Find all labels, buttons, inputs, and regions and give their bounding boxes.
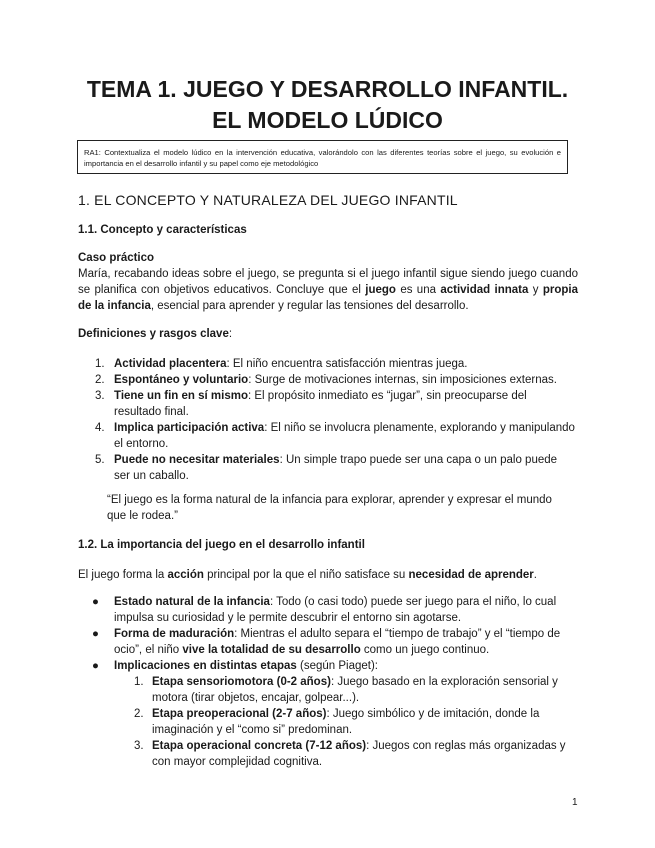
- definition-desc: : Un simple trapo puede ser una capa o un palo puede ser un caballo.: [114, 454, 558, 482]
- case-bold-actividad-innata: actividad innata: [440, 284, 529, 296]
- stage-item: [114, 706, 578, 738]
- case-text-2: es una: [395, 284, 441, 296]
- definition-number: 4.: [95, 422, 105, 434]
- definition-item: [95, 452, 575, 484]
- definition-item: [95, 420, 575, 452]
- definitions-colon: :: [228, 328, 233, 340]
- importance-paragraph: [78, 567, 578, 583]
- stage-term: Etapa preoperacional (2-7 años): [152, 708, 327, 720]
- definition-desc: : Surge de motivaciones internas, sin imposiciones externas.: [248, 374, 557, 386]
- stage-term: Etapa operacional concreta (7-12 años): [152, 740, 367, 752]
- section-1-heading: 1. EL CONCEPTO Y NATURALEZA DEL JUEGO INFANTIL: [78, 192, 458, 208]
- bullet-desc: : Mientras el adulto separa el “tiempo de trabajo” y el “tiempo de ocio”, el niño: [114, 628, 561, 656]
- definition-number: 1.: [95, 358, 105, 370]
- title-line-1: TEMA 1. JUEGO Y DESARROLLO INFANTIL.: [86, 76, 569, 102]
- importance-text-3: .: [533, 569, 537, 581]
- definition-item: [95, 356, 575, 372]
- definition-number: 5.: [95, 454, 105, 466]
- importance-text-2: principal por la que el niño satisface su: [203, 569, 409, 581]
- definition-number: 2.: [95, 374, 105, 386]
- bullet-desc: (según Piaget):: [296, 660, 378, 672]
- case-text-3: y: [528, 284, 543, 296]
- stage-item: [114, 738, 578, 770]
- definition-item: [95, 372, 575, 388]
- bullet-term: Forma de maduración: [114, 628, 235, 640]
- importance-bold-accion: acción: [167, 569, 204, 581]
- definition-desc: : El niño se involucra plenamente, explorando y manipulando el entorno.: [114, 422, 575, 450]
- definitions-label: Definiciones y rasgos clave: [78, 328, 229, 340]
- stage-number: 3.: [134, 740, 144, 752]
- definition-term: Implica participación activa: [114, 422, 265, 434]
- bullet-bold-totalidad: vive la totalidad de su desarrollo: [182, 644, 361, 656]
- title-line-2: EL MODELO LÚDICO: [212, 107, 443, 133]
- bullet-dot-icon: ●: [92, 596, 99, 608]
- bullet-item-etapas: [92, 658, 578, 770]
- bullet-dot-icon: ●: [92, 628, 99, 640]
- bullet-desc-end: como un juego continuo.: [360, 644, 490, 656]
- definitions-heading: [78, 326, 578, 342]
- definition-term: Espontáneo y voluntario: [114, 374, 249, 386]
- stage-desc: : Juego basado en la exploración sensorial y motora (tirar objetos, encajar, golpear...).: [152, 676, 558, 704]
- bullet-desc: : Todo (o casi todo) puede ser juego para el niño, lo cual impulsa su curiosidad y le permite descubrir el entorno sin agotarse.: [114, 596, 557, 624]
- importance-bullet-list: [92, 594, 578, 770]
- definition-number: 3.: [95, 390, 105, 402]
- case-bold-juego: juego: [365, 284, 396, 296]
- definition-desc: : El niño encuentra satisfacción mientras juega.: [226, 358, 468, 370]
- bullet-term: Estado natural de la infancia: [114, 596, 270, 608]
- bullet-term: Implicaciones en distintas etapas: [114, 660, 297, 672]
- stage-term: Etapa sensoriomotora (0-2 años): [152, 676, 331, 688]
- bullet-item-estado-natural: [92, 594, 578, 626]
- case-study-label: Caso práctico: [78, 252, 155, 264]
- page-number: 1: [572, 797, 578, 808]
- stage-number: 2.: [134, 708, 144, 720]
- case-text-1: María, recabando ideas sobre el juego, se pregunta si el juego infantil sigue siendo juego cuando se planifica con objetivos educativos. Concluye que el: [78, 268, 578, 296]
- blockquote: “El juego es la forma natural de la infancia para explorar, aprender y expresar el mundo que le rodea.”: [107, 494, 552, 522]
- definitions-list: [95, 356, 575, 484]
- importance-text-1: El juego forma la: [78, 569, 168, 581]
- case-text-4: , esencial para aprender y regular las tensiones del desarrollo.: [150, 300, 469, 312]
- subsection-1-1-heading: 1.1. Concepto y características: [78, 224, 247, 236]
- definition-term: Actividad placentera: [114, 358, 227, 370]
- learning-outcome-box: RA1: Contextualiza el modelo lúdico en la intervención educativa, valorándolo con las diferentes teorías sobre el juego, su evolución e importancia en el desarrollo infantil y su papel como eje metodológico: [77, 140, 568, 174]
- definition-term: Puede no necesitar materiales: [114, 454, 280, 466]
- subsection-1-2-heading: 1.2. La importancia del juego en el desarrollo infantil: [78, 539, 365, 551]
- case-bold-propia-infancia: propia de la infancia: [78, 284, 579, 312]
- definition-item: [95, 388, 575, 420]
- stage-number: 1.: [134, 676, 144, 688]
- definition-term: Tiene un fin en sí mismo: [114, 390, 248, 402]
- document-title: [40, 74, 615, 136]
- definition-desc: : El propósito inmediato es “jugar”, sin preocuparse del resultado final.: [114, 390, 527, 418]
- importance-bold-necesidad: necesidad de aprender: [408, 569, 534, 581]
- bullet-item-maduracion: [92, 626, 578, 658]
- bullet-dot-icon: ●: [92, 660, 99, 672]
- case-study-paragraph: [78, 266, 578, 314]
- stage-item: [114, 674, 578, 706]
- stage-desc: : Juego simbólico y de imitación, donde la imaginación y el “como si” predominan.: [152, 708, 540, 736]
- stage-desc: : Juegos con reglas más organizadas y con mayor complejidad cognitiva.: [152, 740, 566, 768]
- piaget-stages-list: [114, 674, 578, 770]
